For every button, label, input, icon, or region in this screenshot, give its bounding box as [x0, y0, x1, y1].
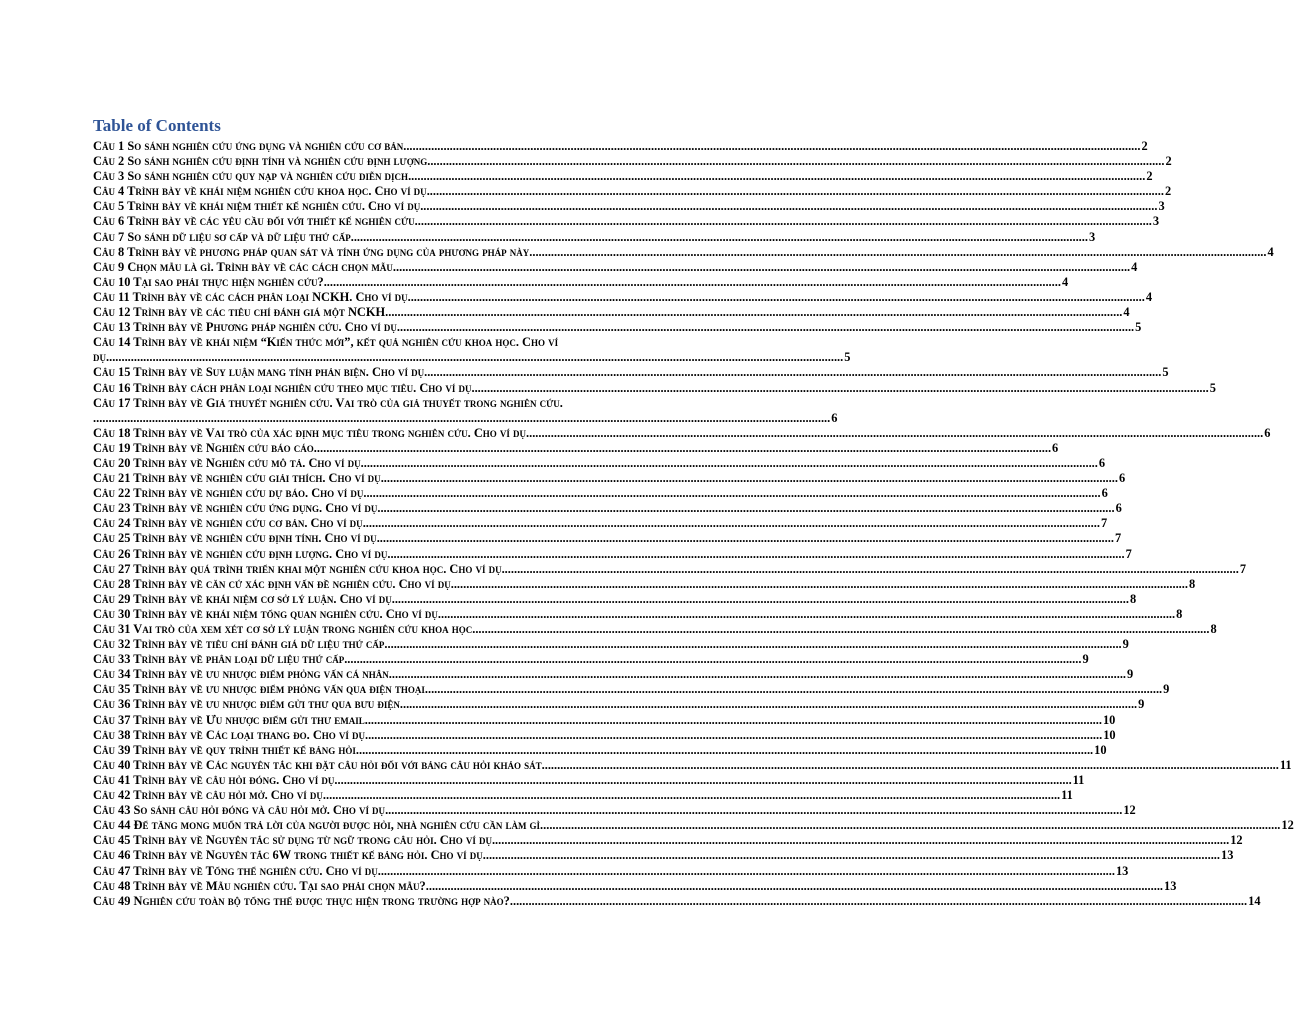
toc-dot-leader	[93, 411, 830, 426]
toc-entry[interactable]	[93, 531, 1122, 546]
toc-entry-label: Câu 29 Trình bày về khái niệm cơ sở lý luận. Cho ví dụ	[93, 591, 392, 606]
toc-entry-label: Câu 6 Trình bày về các yêu cầu đối với thiết kế nghiên cứu	[93, 214, 415, 229]
toc-entry[interactable]	[93, 516, 1108, 531]
toc-dot-leader	[361, 456, 1098, 471]
toc-dot-leader	[543, 818, 1280, 833]
toc-dot-leader	[438, 607, 1175, 622]
toc-entry-label: Câu 33 Trình bày về phân loại dữ liệu thứ cấp	[93, 652, 345, 667]
toc-entry[interactable]	[93, 305, 1130, 320]
toc-entry-label: Câu 40 Trình bày về Các nguyên tắc khi đặt câu hỏi đối với bảng câu hỏi khảo sát	[93, 757, 542, 772]
toc-page-number: 3	[1088, 229, 1096, 244]
toc-entry[interactable]	[93, 546, 1132, 562]
toc-page-number: 14	[1248, 893, 1261, 908]
toc-entry[interactable]	[93, 637, 1129, 652]
toc-page-number: 6	[1052, 440, 1059, 455]
toc-dot-leader	[427, 154, 1164, 169]
toc-page-number: 6	[1118, 471, 1126, 486]
toc-dot-leader	[502, 562, 1239, 577]
toc-entry[interactable]	[93, 863, 1129, 879]
toc-page-number: 6	[1115, 501, 1122, 516]
toc-page-number: 12	[1123, 803, 1136, 818]
toc-entry[interactable]	[93, 682, 1170, 697]
toc-entry-label: Câu 36 Trình bày về ưu nhược điểm gửi thư qua bưu điện	[93, 697, 400, 712]
toc-page-number: 6	[1264, 425, 1271, 440]
toc-page-number: 7	[1125, 546, 1132, 561]
toc-entry-label: Câu 8 Trình bày về phương pháp quan sát và tính ứng dụng của phương pháp này	[93, 244, 530, 259]
toc-entry-label: Câu 7 So sánh dữ liệu sơ cấp và dữ liệu thứ cấp	[93, 229, 351, 244]
toc-entry-label: Câu 5 Trình bày về khái niệm thiết kế nghiên cứu. Cho ví dụ	[93, 199, 421, 214]
toc-dot-leader	[472, 622, 1209, 637]
toc-entry[interactable]	[93, 788, 1073, 803]
toc-entry-label: Câu 1 So sánh nghiên cứu ứng dụng và nghiên cứu cơ bản	[93, 139, 404, 153]
toc-entry-label: Câu 2 So sánh nghiên cứu định tính và nghiên cứu định lượng	[93, 154, 428, 169]
toc-dot-leader	[415, 214, 1152, 229]
toc-page-number: 7	[1114, 531, 1122, 546]
toc-page-number: 11	[1072, 772, 1085, 787]
toc-dot-leader	[542, 758, 1279, 773]
toc-page-number: 9	[1127, 667, 1134, 682]
toc-dot-leader	[387, 547, 1124, 562]
toc-entry[interactable]	[93, 244, 1274, 260]
toc-dot-leader	[393, 260, 1130, 275]
toc-page-number: 5	[844, 350, 851, 365]
toc-page-number: 3	[1158, 199, 1165, 214]
toc-entry[interactable]	[93, 712, 1116, 728]
toc-page-number: 3	[1152, 214, 1160, 229]
toc-entry[interactable]	[93, 606, 1183, 622]
toc-dot-leader	[389, 667, 1126, 682]
toc-page-number: 8	[1210, 622, 1217, 636]
toc-entry-label: Câu 46 Trình bày về Nguyên tắc 6W trong thiết kế bảng hỏi. Cho ví dụ	[93, 848, 483, 863]
toc-page-number: 2	[1141, 139, 1148, 153]
toc-entry[interactable]	[93, 893, 1261, 909]
toc-entry-label: Câu 38 Trình bày về Các loại thang đo. Cho ví dụ	[93, 727, 365, 742]
toc-entry-label: Câu 45 Trình bày về Nguyên tắc sử dụng từ ngữ trong câu hỏi. Cho ví dụ	[93, 833, 492, 848]
toc-page-number: 8	[1188, 576, 1196, 591]
toc-entry[interactable]	[93, 652, 1089, 667]
toc-dot-leader	[381, 471, 1118, 486]
toc-dot-leader	[334, 773, 1071, 788]
toc-entry-label: Câu 22 Trình bày về nghiên cứu dự báo. Cho ví dụ	[93, 486, 364, 501]
toc-page-number: 4	[1131, 259, 1138, 274]
toc-page-number: 2	[1146, 169, 1153, 184]
toc-entry[interactable]	[93, 486, 1108, 501]
toc-entry-label: Câu 3 So sánh nghiên cứu quy nạp và nghiên cứu diễn dịch	[93, 169, 409, 184]
toc-page-number: 11	[1061, 788, 1073, 803]
toc-dot-leader	[451, 577, 1188, 592]
toc-page-number: 4	[1061, 274, 1069, 289]
toc-entry-label: Câu 35 Trình bày về ưu nhược điểm phỏng vấn qua điện thoại	[93, 682, 425, 697]
toc-page-number: 7	[1100, 516, 1108, 531]
toc-entry[interactable]	[93, 803, 1136, 818]
toc-dot-leader	[377, 501, 1114, 516]
toc-dot-leader	[363, 486, 1100, 501]
toc-entry[interactable]	[93, 425, 1271, 441]
toc-entry-label: Câu 18 Trình bày về Vai trò của xác định mục tiêu trong nghiên cứu. Cho ví dụ	[93, 425, 526, 440]
toc-page-number: 10	[1102, 712, 1116, 727]
toc-dot-leader	[510, 894, 1247, 909]
toc-entry-label: Câu 24 Trình bày về nghiên cứu cơ bản. Cho ví dụ	[93, 516, 363, 531]
toc-entry[interactable]	[93, 667, 1134, 682]
toc-entry-label: Câu 14 Trình bày về khái niệm “Kiến thức mới”, kết quả nghiên cứu khoa học. Cho ví	[93, 335, 559, 350]
toc-entry[interactable]	[93, 742, 1107, 758]
toc-dot-leader	[529, 245, 1266, 260]
toc-page-number: 2	[1164, 184, 1172, 199]
toc-entry[interactable]	[93, 697, 1145, 712]
toc-entry-label: Câu 37 Trình bày về Ưu nhược điểm gửi thư email	[93, 712, 365, 727]
toc-dot-leader	[324, 275, 1061, 290]
toc-page-number: 9	[1122, 637, 1129, 652]
toc-page-number: 7	[1239, 561, 1247, 576]
toc-entry-label: Câu 34 Trình bày về ưu nhược điểm phỏng vấn cá nhân	[93, 667, 389, 682]
toc-dot-leader	[385, 803, 1122, 818]
toc-page-number: 4	[1145, 289, 1153, 304]
toc-entry[interactable]	[93, 169, 1153, 184]
toc-dot-leader	[363, 516, 1100, 531]
toc-entry-label: Câu 47 Trình bày về Tổng thể nghiên cứu. Cho ví dụ	[93, 863, 378, 878]
toc-dot-leader	[384, 637, 1121, 652]
toc-entry-label: Câu 44 Để tăng mong muốn trả lời của người được hỏi, nhà nghiên cứu cần làm gì.	[93, 818, 544, 833]
toc-page-number: 6	[1098, 455, 1106, 470]
toc-dot-leader	[392, 592, 1129, 607]
toc-entry[interactable]	[93, 259, 1138, 275]
toc-entry-label: Câu 11 Trình bày về các cách phân loại NCKH. Cho ví dụ	[93, 289, 408, 304]
toc-entry-label: Câu 17 Trình bày về Giả thuyết nghiên cứu. Vai trò của giả thuyết trong nghiên cứu.	[93, 395, 563, 410]
toc-page-number: 5	[1162, 365, 1169, 380]
toc-dot-leader	[397, 320, 1134, 335]
toc-dot-leader	[408, 290, 1145, 305]
toc-dot-leader	[323, 788, 1060, 803]
toc-entry-label: Câu 32 Trình bày về tiêu chí đánh giá dữ liệu thứ cấp	[93, 637, 385, 652]
toc-page-number: 10	[1103, 727, 1116, 742]
toc-entry-label: Câu 19 Trình bày về Nghiên cứu báo cáo	[93, 440, 314, 455]
toc-page-number: 6	[1101, 486, 1108, 501]
toc-heading: Table of Contents	[93, 116, 221, 135]
toc-dot-leader	[365, 713, 1102, 728]
toc-entry-label: Câu 30 Trình bày về khái niệm tổng quan nghiên cứu. Cho ví dụ	[93, 606, 438, 621]
toc-entry[interactable]	[93, 591, 1137, 607]
toc-entry-label: Câu 26 Trình bày về nghiên cứu định lượng. Cho ví dụ	[93, 546, 388, 561]
toc-entry[interactable]	[93, 440, 1059, 456]
toc-dot-leader	[351, 230, 1088, 245]
toc-page-number: 13	[1221, 848, 1234, 863]
toc-entry[interactable]	[93, 848, 1234, 863]
toc-entry[interactable]	[93, 289, 1153, 305]
toc-entry[interactable]	[93, 320, 1142, 335]
toc-list	[93, 139, 1294, 909]
toc-dot-leader	[356, 743, 1093, 758]
toc-dot-leader	[106, 350, 843, 365]
toc-entry[interactable]	[93, 622, 1217, 637]
toc-page-number: 4	[1267, 244, 1274, 259]
toc-dot-leader	[314, 441, 1051, 456]
toc-entry[interactable]	[93, 380, 1216, 396]
toc-entry[interactable]	[93, 878, 1177, 894]
toc-dot-leader	[492, 833, 1229, 848]
toc-entry-label: Câu 13 Trình bày về Phương pháp nghiên cứu. Cho ví dụ	[93, 320, 397, 335]
toc-entry[interactable]	[93, 154, 1172, 169]
toc-entry-label: Câu 4 Trình bày về khái niệm nghiên cứu khoa học. Cho ví dụ	[93, 184, 427, 199]
toc-entry[interactable]	[93, 214, 1160, 229]
toc-entry[interactable]	[93, 365, 1169, 380]
toc-entry[interactable]	[93, 576, 1196, 592]
toc-dot-leader	[424, 365, 1161, 380]
toc-entry[interactable]	[93, 395, 838, 426]
toc-entry-label: Câu 43 So sánh câu hỏi đóng và câu hỏi mở. Cho ví dụ	[93, 803, 386, 818]
toc-entry-label: Câu 10 Tại sao phải thực hiện nghiên cứu?	[93, 274, 324, 289]
toc-entry-label: Câu 25 Trình bày về nghiên cứu định tính. Cho ví dụ	[93, 531, 377, 546]
toc-entry[interactable]	[93, 139, 1148, 154]
toc-dot-leader	[483, 848, 1220, 863]
toc-dot-leader	[471, 381, 1208, 396]
toc-entry[interactable]	[93, 772, 1085, 788]
toc-page-number: 2	[1165, 154, 1172, 169]
toc-entry[interactable]	[93, 757, 1292, 773]
toc-entry[interactable]	[93, 818, 1294, 833]
toc-dot-leader	[526, 426, 1263, 441]
toc-page-number: 5	[1209, 380, 1216, 395]
toc-dot-leader	[420, 199, 1157, 214]
toc-dot-leader	[425, 682, 1162, 697]
toc-page-number: 9	[1163, 682, 1170, 697]
toc-entry-label: Câu 48 Trình bày về Mẫu nghiên cứu. Tại sao phải chọn mẫu?	[93, 878, 426, 893]
toc-entry[interactable]	[93, 184, 1172, 199]
toc-page-number: 11	[1279, 757, 1292, 772]
toc-page-number: 6	[831, 410, 838, 425]
toc-page-number: 13	[1164, 878, 1177, 893]
toc-page-number: 8	[1129, 591, 1137, 606]
toc-entry-label-continued: dụ	[93, 350, 106, 365]
toc-page-number: 10	[1094, 742, 1107, 757]
toc-entry-label: Câu 31 Vai trò của xem xét cơ sở lý luận trong nghiên cứu khoa học	[93, 622, 473, 636]
toc-entry[interactable]	[93, 471, 1126, 486]
toc-entry[interactable]	[93, 335, 851, 365]
toc-page-number: 9	[1138, 697, 1145, 712]
toc-page-number: 8	[1176, 606, 1183, 621]
toc-entry-label: Câu 49 Nghiên cứu toàn bộ tổng thể được thực hiện trong trường hợp nào?	[93, 893, 510, 908]
toc-entry[interactable]	[93, 501, 1122, 516]
toc-dot-leader	[365, 728, 1102, 743]
toc-entry-label: Câu 28 Trình bày về căn cứ xác định vấn đề nghiên cứu. Cho ví dụ	[93, 576, 451, 591]
toc-entry-label: Câu 39 Trình bày về quy trình thiết kế bảng hỏi	[93, 742, 356, 757]
toc-dot-leader	[377, 531, 1114, 546]
toc-entry[interactable]	[93, 199, 1165, 214]
toc-dot-leader	[408, 169, 1145, 184]
toc-entry-label: Câu 42 Trình bày về câu hỏi mở. Cho ví dụ	[93, 788, 323, 803]
toc-entry[interactable]	[93, 561, 1247, 577]
toc-entry-label: Câu 23 Trình bày về nghiên cứu ứng dụng. Cho ví dụ	[93, 501, 378, 516]
toc-page-number: 12	[1281, 818, 1294, 833]
toc-page-number: 4	[1123, 305, 1130, 320]
toc-entry-label: Câu 16 Trình bày cách phân loại nghiên cứu theo mục tiêu. Cho ví dụ	[93, 380, 472, 395]
toc-entry-label: Câu 27 Trình bày quá trình triển khai một nghiên cứu khoa học. Cho ví dụ	[93, 561, 502, 576]
toc-entry[interactable]	[93, 455, 1106, 471]
toc-entry-label: Câu 12 Trình bày về các tiêu chí đánh giá một NCKH	[93, 305, 386, 320]
toc-entry[interactable]	[93, 229, 1096, 245]
toc-page-number: 12	[1230, 833, 1243, 848]
toc-entry-label: Câu 15 Trình bày về Suy luận mang tính phản biện. Cho ví dụ	[93, 365, 425, 380]
toc-dot-leader	[426, 879, 1163, 894]
toc-entry-label: Câu 20 Trình bày về Nghiên cứu mô tả. Cho ví dụ	[93, 455, 361, 470]
toc-dot-leader	[403, 139, 1140, 154]
toc-dot-leader	[385, 305, 1122, 320]
toc-dot-leader	[378, 864, 1115, 879]
toc-entry-label: Câu 41 Trình bày về câu hỏi đóng. Cho ví dụ	[93, 772, 335, 787]
toc-dot-leader	[400, 697, 1137, 712]
toc-entry[interactable]	[93, 274, 1069, 290]
toc-entry-label: Câu 21 Trình bày về nghiên cứu giải thích. Cho ví dụ	[93, 471, 381, 486]
toc-entry-label: Câu 9 Chọn mẫu là gì. Trình bày về các cách chọn mẫu	[93, 259, 393, 274]
toc-entry[interactable]	[93, 727, 1116, 743]
toc-page-number: 5	[1135, 320, 1142, 335]
toc-dot-leader	[344, 652, 1081, 667]
toc-entry[interactable]	[93, 833, 1243, 848]
toc-page-number: 9	[1082, 652, 1089, 667]
toc-dot-leader	[427, 184, 1164, 199]
toc-page-number: 13	[1115, 863, 1129, 878]
